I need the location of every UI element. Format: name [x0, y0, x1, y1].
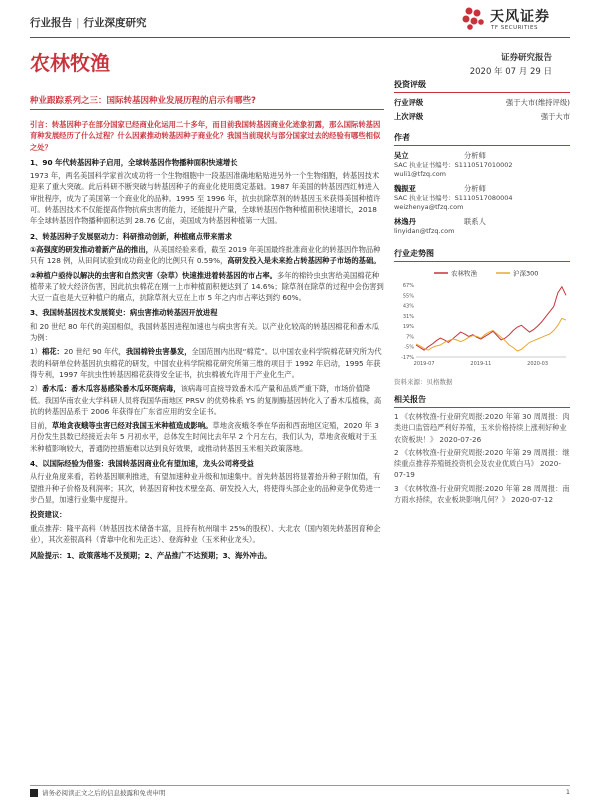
section-3-cotton: [30, 346, 384, 380]
author-name: 吴立: [394, 151, 409, 160]
author-role: 分析师: [464, 151, 486, 160]
report-subtitle: 种业跟踪系列之三：国际转基因种业发展历程的启示有哪些?: [30, 96, 256, 106]
section-2-heading: 2、转基因种子发展驱动力：科研推动创新，种植痛点带来需求: [30, 231, 233, 241]
section-1-heading: 1、90 年代转基因种子启用，全球转基因作物播种面积快速增长: [30, 157, 238, 167]
doc-date: 2020 年 07 月 29 日: [469, 67, 552, 77]
section-2-para-1: [30, 244, 384, 267]
s3-1-emphasis: 棉花：: [41, 347, 64, 357]
x-tick-label: 2020-03: [527, 361, 549, 367]
author-role: 分析师: [464, 184, 486, 193]
intro-paragraph: [30, 119, 384, 153]
rating-value: 强于大市(维持评级): [505, 98, 570, 107]
intro-label: 引言：: [30, 120, 52, 129]
qr-code-icon: [30, 789, 38, 797]
page-number: 1: [565, 788, 570, 796]
related-report-item[interactable]: 1 《农林牧渔-行业研究周报:2020 年第 30 周周报：肉类进口监管趋严利好养殖，玉米价格持续上涨利好种业农资板块！》 2020-07-26: [394, 412, 570, 444]
tf-securities-logo: [460, 3, 570, 37]
investment-heading: 投资建议：: [30, 510, 67, 520]
author-2: [394, 183, 570, 212]
section-3-intro: 和 20 世纪 80 年代的美国相似，我国转基因进程加速也与病虫害有关。以产业化较高的转基因棉花和番木瓜为例：: [30, 321, 379, 343]
category-label: 行业报告: [30, 17, 72, 29]
s3-now-prefix: 目前，: [30, 421, 52, 431]
y-tick-label: -5%: [404, 344, 414, 351]
risk-label: 风险提示：: [30, 551, 67, 561]
section-2-para-2: [30, 270, 384, 304]
s3-2-emphasis: 番木瓜：: [41, 384, 72, 394]
y-tick-label: 7%: [406, 334, 414, 341]
author-email[interactable]: linyidan@tfzq.com: [394, 227, 455, 235]
author-cert: SAC 执业证书编号：S1110517080004: [394, 194, 513, 202]
chart-source: 资料来源：贝格数据: [394, 378, 453, 386]
s3-2-highlight: 番木瓜容易感染番木瓜环斑病毒，: [71, 384, 181, 394]
x-tick-label: 2019-07: [413, 361, 435, 367]
risk-text: 1、政策落地不及预期；2、产品推广不达预期；3、海外冲击。: [66, 551, 272, 561]
series-line: [416, 318, 566, 351]
rating-value: 强于大市: [540, 112, 570, 121]
author-email[interactable]: weizhenya@tfzq.com: [394, 203, 464, 211]
author-role: 联系人: [464, 217, 486, 226]
logo-mark-icon: [460, 5, 486, 31]
author-1: [394, 150, 570, 179]
intro-text: 转基因种子在部分国家已经商业化运用二十多年，而目前我国转基因商业化迹象初露，那么国际转基因育种发展经历了什么过程？什么因素推动转基因种子商业化？我国当前现状与部分国家过去的经验有哪些相似之处？: [30, 120, 381, 152]
y-tick-label: 43%: [402, 303, 414, 310]
s2-p1-text: 从美国经验来看，截至 2019 年美国最终批准商业化的转基因作物品种只有 128 例，从田间试验到成功商业化的比例只有 0.59%，: [30, 244, 381, 266]
s2-p1-emphasis: ①高强度的研发推动着新产品的推出，: [30, 244, 153, 254]
related-report-item[interactable]: 2 《农林牧渔-行业研究周报:2020 年第 29 周周报：继续重点推荐养殖链投资机会及农业优质白马》 2020-07-19: [394, 447, 570, 480]
section-4-heading: 4、以国际经验为借鉴：我国转基因商业化有望加速，龙头公司将受益: [30, 459, 254, 469]
rating-title: 投资评级: [394, 79, 570, 93]
series-line: [416, 287, 566, 350]
subtitle-divider: [30, 109, 384, 110]
s2-p1-highlight: 高研发投入是未来抢占转基因种子市场的基础。: [227, 256, 381, 266]
rating-row-current: [394, 96, 570, 110]
legend-label: 沪深300: [513, 269, 539, 278]
sidebar: [394, 79, 570, 507]
author-3: [394, 216, 570, 236]
main-column: [30, 119, 384, 564]
logo-name: 天风证券: [490, 9, 550, 25]
subcategory-label: 行业深度研究: [83, 17, 147, 29]
related-reports: [394, 411, 570, 505]
rating-key: 上次评级: [394, 112, 424, 121]
investment-text: 重点推荐：隆平高科（转基因技术储备丰富，且持有杭州瑞丰 25%的股权）、大北农（国内领先转基因育种企业），其次差银高科（背靠中化和先正达）、登海种业（玉米种业龙头）。: [30, 523, 381, 544]
s2-p2-emphasis: ②种植户亟待以解决的虫害和自然灾害（杂草）快速推进着转基因的市占率。: [30, 270, 277, 280]
s3-2-text: 该病毒可直接导致番木瓜产量和品质严重下降，市场价值降低。我国华南农业大学科研人员将我国华南地区 PRSV 的优势株系 YS 的复制酶基因转化入了番木瓜植株，高抗的转基因品系于 2006 年获得在广东省应用的安全证书。: [30, 384, 382, 416]
s3-now-text: 草地贪夜蛾冬季在华南和西南地区定殖，2020 年 3 月份发生县数已经接近去年 5 月初水平，总体发生时间比去年早 2 个月左右，我们认为，草地贪夜蛾对于玉米种植影响较大，普通防控措施难以达到良好效果，或推动转基因玉米相关政策落地。: [30, 421, 379, 453]
author-cert: SAC 执业证书编号：S1110517010002: [394, 161, 513, 169]
rating-row-previous: [394, 110, 570, 124]
y-tick-label: -17%: [401, 355, 414, 361]
trend-chart: [394, 265, 570, 375]
s3-1-text-a: 20 世纪 90 年代，: [63, 347, 126, 357]
author-email[interactable]: wuli1@tfzq.com: [394, 170, 447, 178]
x-tick-label: 2019-11: [470, 361, 492, 367]
y-tick-label: 31%: [402, 313, 414, 320]
rating-key: 行业评级: [394, 98, 424, 107]
s3-1-text-b: 全国范围内出现“棉荒”。以中国农业科学院棉花研究所为代表的科研单位转基因抗虫棉花的研发，中国农业科学院棉花研究所第三维的项目于 1992 年启动，1995 年获得专利，1997 年抗虫性转基因棉花获得安全证书，抗虫棉被允许用于产业化生产。: [30, 347, 382, 379]
s3-1-highlight: 我国棉铃虫害暴发，: [125, 347, 192, 357]
trend-chart-svg: [394, 265, 570, 375]
section-3-current: [30, 420, 384, 454]
footer-note: 请务必阅读正文之后的信息披露和免责申明: [42, 789, 166, 797]
author-name: 林逸丹: [394, 217, 416, 226]
section-3-heading: 3、我国转基因技术发展简史：病虫害推动转基因开放进程: [30, 308, 218, 318]
risk-paragraph: [30, 550, 384, 561]
page-title: 农林牧渔: [30, 51, 110, 75]
section-3-papaya: [30, 383, 384, 417]
report-category: 行业报告 | 行业深度研究: [30, 17, 147, 29]
logo-sub: TF SECURITIES: [491, 25, 538, 31]
s3-now-emphasis: 草地贪夜蛾等虫害已经对我国玉米种植造成影响。: [51, 421, 213, 431]
y-tick-label: 67%: [402, 283, 414, 289]
author-name: 魏振亚: [394, 184, 416, 193]
section-4-text: 从行业角度来看，若转基因顺利推进，有望加速种业升级和加速集中。首先转基因将显著抬升种子附加值，有望推升种子价格及利润率；其次，转基因育种技术壁垒高、研发投入大，将使得头部企业的品种竞争优势进一步凸显，加速行业集中度提升。: [30, 472, 381, 504]
doc-type: 证券研究报告: [500, 53, 552, 63]
related-report-item[interactable]: 3 《农林牧渔-行业研究周报:2020 年第 28 周周报：南方雨水持续，农业板块影响几何？》 2020-07-12: [394, 483, 570, 505]
footer-divider: [30, 785, 570, 786]
trend-title: 行业走势图: [394, 248, 570, 262]
s2-p2-text: 多年的棉铃虫虫害给美国棉花种植带来了较大经济伤害，因此抗虫棉花在刚一上市种植面积便达到了 14.6%；除草剂在除草的过程中会伤害到大豆一直也是大豆种植户的痛点，抗除草剂大豆在上市 5 年之内市占率达到约 60%。: [30, 270, 384, 303]
legend-label: 农林牧渔: [451, 269, 477, 278]
s3-1-label: 1）: [30, 347, 42, 357]
y-tick-label: 55%: [402, 293, 414, 300]
s3-2-label: 2）: [30, 384, 42, 394]
header-divider: [30, 37, 570, 38]
y-tick-label: 19%: [402, 324, 414, 331]
section-1-text: 1973 年，两名美国科学家首次成功将一个生物细胞中一段基因准确地粘贴进另外一个生物细胞，转基因技术迎来了重大突破。此后科研不断突破与转基因种子的商业化使用奠定基础。1987 年美国的转基因西红柿进入审批程序，成为了美国第一个商业化的品种。1995 至 1996 年，抗虫抗除草剂的转基因玉米获得美国种植许可。转基因技术不仅能提高作物抗病虫害的能力，还能提升产量，全球转基因作物种植面积快速增长，2018 年全球转基因作物播种面积达到 28.76 亿亩，美国成为转基因种植第一大国。: [30, 171, 381, 226]
author-title: 作者: [394, 132, 570, 146]
reports-title: 相关报告: [394, 394, 570, 408]
